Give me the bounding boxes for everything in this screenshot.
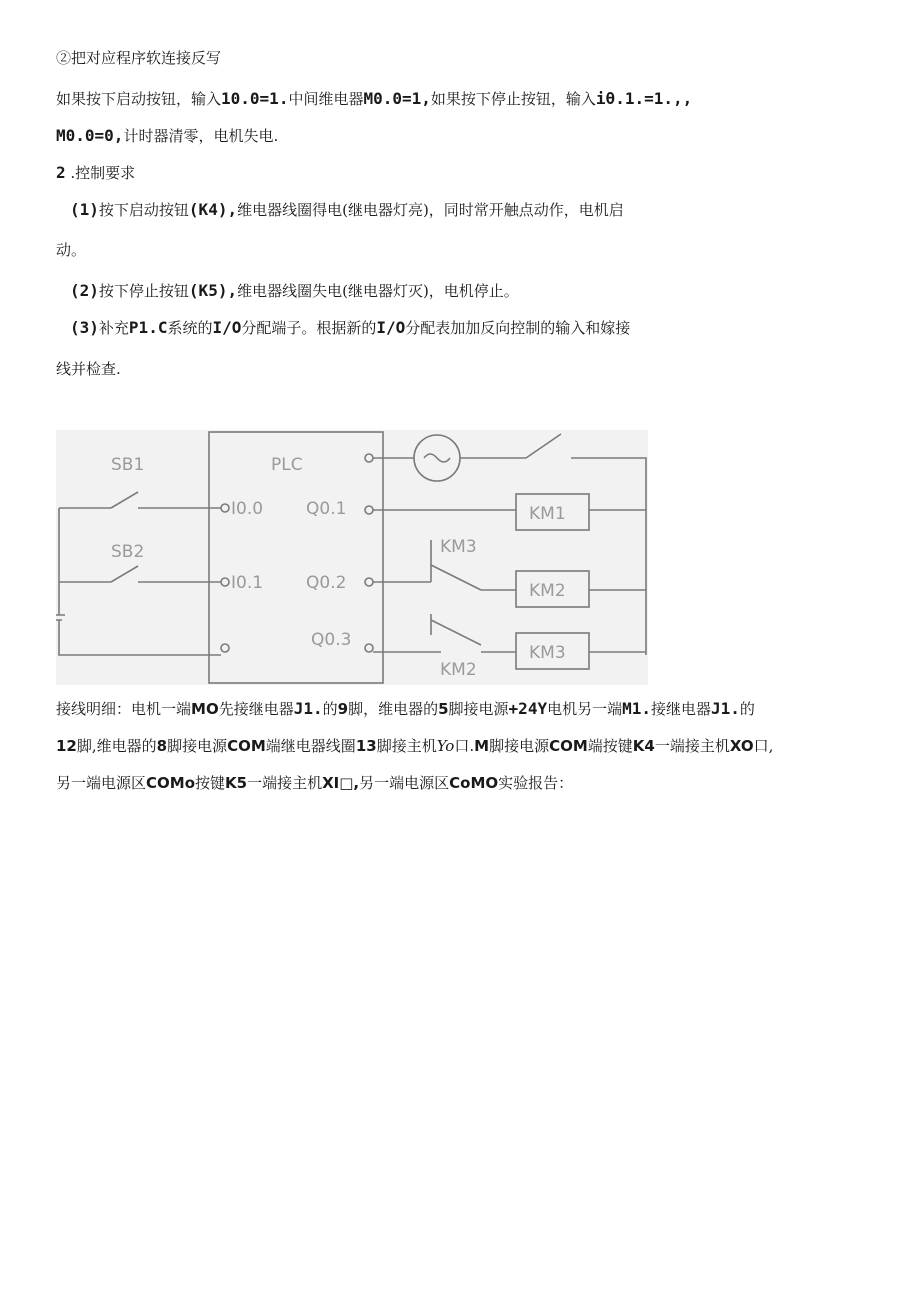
i01-label: I0.1 — [231, 573, 264, 593]
km3-box-label: KM3 — [529, 643, 566, 663]
plc-wiring-diagram — [56, 430, 648, 685]
i00-label: I0.0 — [231, 499, 264, 519]
terminal-i01 — [221, 578, 229, 586]
wiring-detail-1: 接线明细：电机一端MO先接继电器J1.的9脚，维电器的5脚接电源+24Y电机另一端M1.接继电器J1.的 — [56, 699, 755, 718]
sb1-label: SB1 — [111, 455, 145, 475]
requirement-3-cont: 线并检查. — [56, 360, 121, 378]
q01-label: Q0.1 — [306, 499, 347, 519]
q03-label: Q0.3 — [311, 630, 352, 650]
terminal-q03 — [365, 644, 373, 652]
step-heading: ②把对应程序软连接反写 — [56, 49, 222, 67]
terminal-q02 — [365, 578, 373, 586]
requirement-3: (3)补充P1.C系统的I/O分配端子。根据新的I/O分配表加加反向控制的输入和嫁接 — [70, 318, 631, 337]
main-switch-wire — [460, 434, 646, 655]
plc-label: PLC — [271, 455, 303, 475]
paragraph-stop-logic: M0.0=0,计时器清零，电机失电. — [56, 126, 279, 145]
terminal-com-in — [221, 644, 229, 652]
sb1-wire — [59, 492, 221, 508]
paragraph-start-logic: 如果按下启动按钮，输入10.0=1.中间维电器M0.0=1,如果按下停止按钮，输入iθ.1.=1.,, — [56, 89, 693, 108]
terminal-q01 — [365, 506, 373, 514]
km2-contact-label: KM2 — [440, 660, 477, 680]
section-heading-control: 2 .控制要求 — [56, 163, 136, 182]
km3-contact-label: KM3 — [440, 537, 477, 557]
requirement-1: (1)按下启动按钮(K4),维电器线圈得电(继电器灯亮)，同时常开触点动作，电机启 — [70, 200, 624, 219]
wiring-detail-2: 12脚,维电器的8脚接电源COM端继电器线圈13脚接主机Yo口.M脚接电源COM端按键K4一端接主机XO口, — [56, 737, 774, 755]
requirement-2: (2)按下停止按钮(K5),维电器线圈失电(继电器灯灭)，电机停止。 — [70, 281, 519, 300]
sb2-label: SB2 — [111, 542, 145, 562]
wiring-detail-3: 另一端电源区COMo按键K5一端接主机XI□,另一端电源区CoMO实验报告： — [56, 774, 574, 792]
sb2-wire — [59, 566, 221, 582]
km3-interlock-wire — [373, 540, 646, 590]
terminal-l — [365, 454, 373, 462]
km1-label: KM1 — [529, 504, 566, 524]
terminal-i00 — [221, 504, 229, 512]
requirement-1-cont: 动。 — [56, 241, 87, 259]
km2-interlock-wire — [373, 614, 646, 652]
q02-label: Q0.2 — [306, 573, 347, 593]
km2-label: KM2 — [529, 581, 566, 601]
